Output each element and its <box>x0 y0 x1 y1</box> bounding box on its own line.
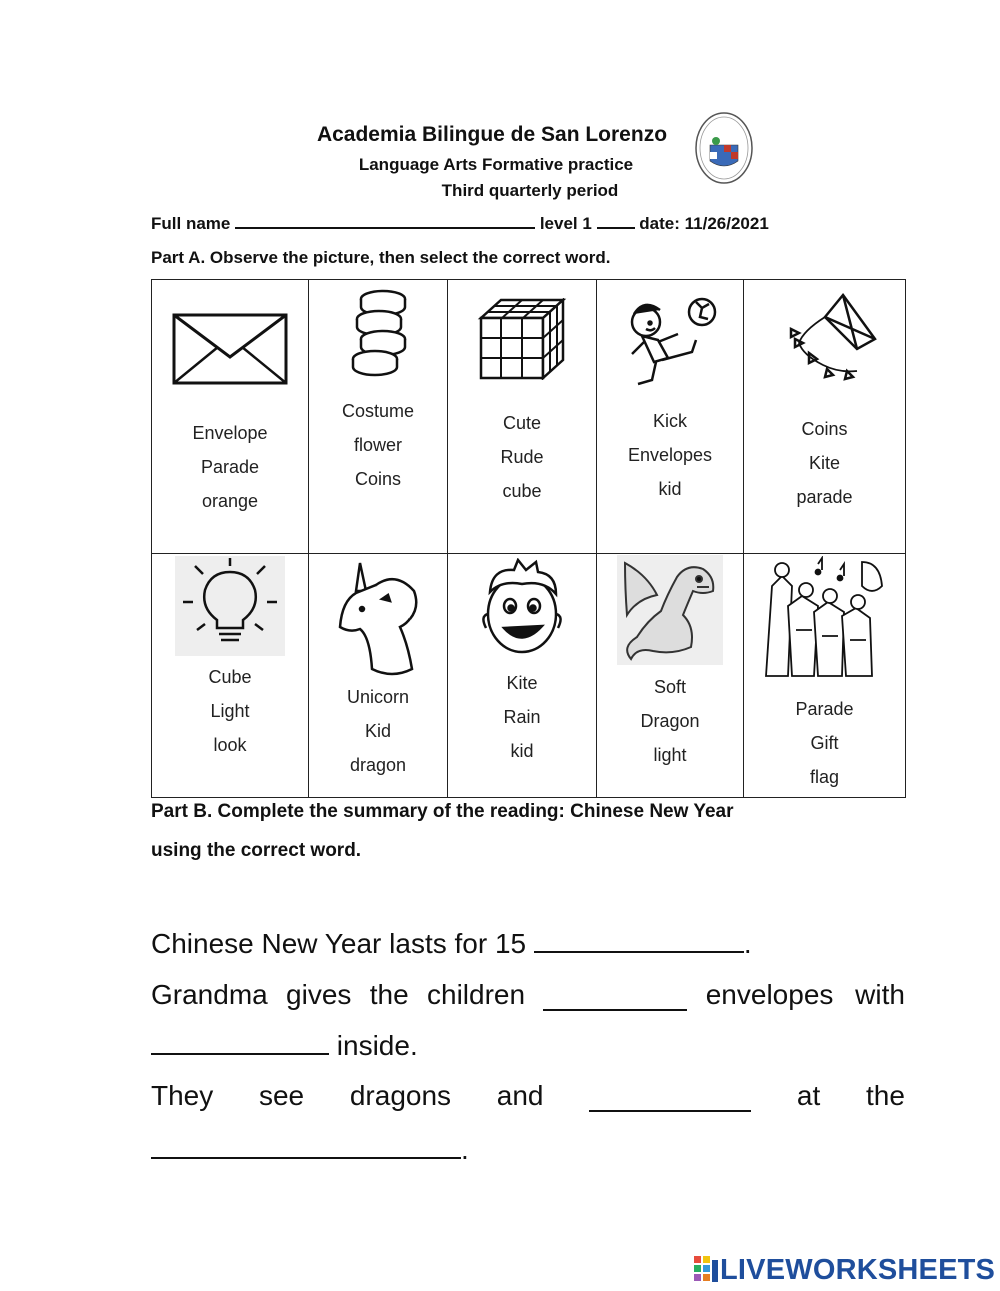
option-word[interactable]: flag <box>809 767 840 787</box>
option-word[interactable]: Dragon <box>640 711 700 731</box>
word: Grandma <box>151 979 268 1010</box>
cell-coins <box>309 280 448 554</box>
option-word[interactable]: Kid <box>364 721 391 741</box>
option-word[interactable]: Gift <box>810 733 839 753</box>
kid-face-icon <box>448 554 596 666</box>
liveworksheets-logo <box>694 1255 995 1285</box>
sentence-1-end: . <box>743 928 752 959</box>
option-word[interactable]: dragon <box>349 755 407 775</box>
sentence-2-after: envelopes with <box>705 979 905 1010</box>
period-title: Third quarterly period <box>441 181 619 200</box>
option-word[interactable]: Kite <box>808 453 841 473</box>
sentence-2 <box>151 979 905 1011</box>
option-word[interactable]: Envelope <box>192 423 268 443</box>
part-a-instruction: Part A. Observe the picture, then select the correct word. <box>151 248 611 267</box>
school-title: Academia Bilingue de San Lorenzo <box>316 123 668 146</box>
option-word[interactable]: Rain <box>503 707 541 727</box>
option-word[interactable]: kid <box>658 479 682 499</box>
word: gives <box>286 979 352 1010</box>
word: children <box>427 979 526 1010</box>
level-label: level 1 <box>539 214 592 233</box>
cube-icon <box>448 284 596 394</box>
brand-text: LIVEWORKSHEETS <box>720 1253 996 1286</box>
blank-2[interactable] <box>543 979 687 1011</box>
blank-4[interactable] <box>589 1080 751 1112</box>
option-word[interactable]: Coins <box>354 469 402 489</box>
blank-3[interactable] <box>151 1053 329 1055</box>
cell-kid <box>448 554 597 798</box>
cell-unicorn <box>309 554 448 798</box>
kid-kicking-ball-icon <box>597 290 743 400</box>
option-word[interactable]: parade <box>796 487 853 507</box>
dragon-icon <box>597 554 743 666</box>
sentence-1 <box>151 928 905 960</box>
option-word[interactable]: Unicorn <box>346 687 410 707</box>
sentence-3-after: inside. <box>336 1030 418 1061</box>
option-word[interactable]: flower <box>353 435 402 455</box>
sentence-3 <box>151 1030 905 1062</box>
option-word[interactable]: look <box>213 735 247 755</box>
option-word[interactable]: Costume <box>341 401 415 421</box>
sentence-5-end: . <box>461 1134 469 1165</box>
coins-icon <box>309 280 447 390</box>
blank-1[interactable] <box>534 951 744 953</box>
cell-kite <box>744 280 906 554</box>
envelope-icon <box>152 294 308 404</box>
date-label: date: 11/26/2021 <box>639 214 769 233</box>
option-word[interactable]: Parade <box>795 699 854 719</box>
word: see <box>258 1080 305 1111</box>
level-blank[interactable] <box>597 227 635 229</box>
option-word[interactable]: Kite <box>506 673 538 693</box>
cell-dragon <box>597 554 744 798</box>
subject-title: Language Arts Formative practice <box>358 155 634 174</box>
cell-parade <box>744 554 906 798</box>
sentence-1-text: Chinese New Year lasts for 15 <box>151 928 527 959</box>
kite-icon <box>744 284 905 394</box>
option-word[interactable]: Soft <box>653 677 687 697</box>
cell-light <box>152 554 309 798</box>
option-word[interactable]: Rude <box>500 447 544 467</box>
part-b-instruction-1: Part B. Complete the summary of the reading: Chinese New Year <box>151 801 734 822</box>
option-word[interactable]: Light <box>210 701 250 721</box>
sentence-4 <box>151 1080 905 1112</box>
option-word[interactable]: Parade <box>200 457 260 477</box>
liveworksheets-mark-icon <box>694 1256 720 1284</box>
full-name-blank[interactable] <box>235 227 535 229</box>
unicorn-icon <box>309 560 447 680</box>
word: the <box>369 979 409 1010</box>
part-b-instruction-2: using the correct word. <box>151 840 362 861</box>
school-seal-icon <box>694 111 754 185</box>
cell-kick <box>597 280 744 554</box>
cell-envelope <box>152 280 309 554</box>
parade-band-icon <box>744 554 905 686</box>
word: at <box>796 1080 821 1111</box>
blank-5[interactable] <box>151 1157 461 1159</box>
word: the <box>865 1080 905 1111</box>
option-word[interactable]: light <box>653 745 687 765</box>
option-word[interactable]: orange <box>201 491 259 511</box>
option-word[interactable]: kid <box>510 741 534 761</box>
option-word[interactable]: Kick <box>652 411 687 431</box>
option-word[interactable]: cube <box>502 481 542 501</box>
cell-cube <box>448 280 597 554</box>
word: dragons <box>349 1080 452 1111</box>
name-line <box>151 214 911 234</box>
option-word[interactable]: Envelopes <box>627 445 713 465</box>
option-word[interactable]: Cute <box>502 413 542 433</box>
light-bulb-icon <box>152 556 308 656</box>
option-word[interactable]: Coins <box>801 419 848 439</box>
word: and <box>496 1080 544 1111</box>
picture-word-table <box>151 279 906 798</box>
sentence-5 <box>151 1134 905 1166</box>
option-word[interactable]: Cube <box>208 667 252 687</box>
word: They <box>151 1080 214 1111</box>
full-name-label: Full name <box>151 214 231 233</box>
